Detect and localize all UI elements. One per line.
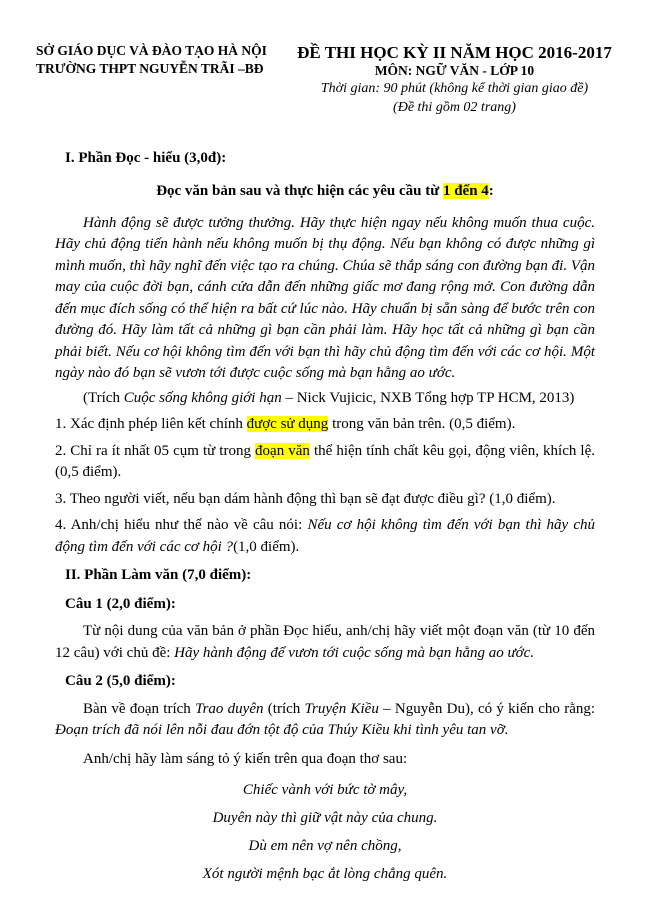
passage-citation [55,388,595,410]
exam-duration: Thời gian: 90 phút (không kể thời gian giao đề) [320,81,589,97]
poem-line: Chiếc vành với bức tờ mây, [242,782,408,799]
section2-heading: II. Phần Làm văn (7,0 điểm): [65,567,252,584]
cau2-task: Anh/chị hãy làm sáng tỏ ý kiến trên qua đoạn thơ sau: [83,750,408,767]
poem-line: Dù em nên vợ nên chồng, [248,838,402,855]
citation-book-title: Cuộc sống không giới hạn [123,389,282,406]
reading-passage: Hành động sẽ được tưởng thưởng. Hãy thực hiện ngay nếu không muốn thua cuộc. Hãy chủ động tiến hành nếu không muốn bị thụ động. Nếu bạn không có được những gì mình muốn, thì hãy nghĩ đến việc tạo ra chúng. Chúa sẽ thắp sáng con đường bạn đi. Vận may của cuộc đời bạn, cánh cửa dẫn đến những giấc mơ đang rộng mở. Con đường dẫn đến mục đích sống có thể hiện ra bất cứ lúc nào. Hãy chuẩn bị sẵn sàng để bước trên con đường đó. Hãy làm tất cả những gì bạn cần phải làm. Hãy học tất cả những gì bạn cần phải biết. Nếu cơ hội không tìm đến với bạn thì hãy chủ động tìm đến với các cơ hội. Một ngày nào đó bạn sẽ vươn tới được cuộc sống mà bạn hằng ao ước. [55,214,595,382]
section1-heading: I. Phần Đọc - hiểu (3,0đ): [65,149,227,166]
cau2-text-3: – Nguyễn Du), có ý kiến cho rằng: [378,700,596,717]
exam-header [284,42,625,118]
citation-suffix: – Nick Vujicic, NXB Tổng hợp TP HCM, 2013) [281,389,575,406]
question-4-quote: Nếu cơ hội không tìm đến với bạn thì hãy chủ động tìm đến với các cơ hội ? [55,517,595,555]
question-2-tail: thể hiện tính chất kêu gọi, động viên, khích lệ. (0,5 điểm). [55,442,595,481]
question-2 [55,441,595,484]
poem-line: Duyên này thì giữ vật này của chung. [212,810,438,827]
cau1-topic: Hãy hành động để vươn tới cuộc sống mà bạn hằng ao ước. [174,644,535,661]
exam-subject: MÔN: NGỮ VĂN - LỚP 10 [374,63,535,79]
reading-instruction [55,181,595,203]
poem-excerpt [55,776,595,888]
page-header [0,0,645,118]
instruction-text: Đọc văn bản sau và thực hiện các yêu cầu từ [156,183,443,200]
issuing-authority [36,42,284,118]
poem-line: Xót người mệnh bạc ắt lòng chẳng quên. [202,866,448,883]
cau2-text-1: Bàn về đoạn trích [83,700,196,717]
cau2-text-2: (trích [263,700,305,717]
instruction-colon: : [488,183,494,200]
cau2-statement [55,699,595,742]
question-1-text: 1. Xác định phép liên kết chính [55,416,247,433]
cau2-excerpt-title: Trao duyên [195,700,264,717]
question-4-text: 4. Anh/chị hiểu như thế nào về câu nói: [55,517,308,534]
exam-title: ĐỀ THI HỌC KỲ II NĂM HỌC 2016-2017 [297,43,612,62]
cau1-heading: Câu 1 (2,0 điểm): [65,595,176,612]
cau1-text: Từ nội dung của văn bản ở phần Đọc hiểu, anh/chị hãy viết một đoạn văn (từ 10 đến 12 câu) với chủ đề: [55,623,595,661]
exam-page-count: (Đề thi gồm 02 trang) [393,100,516,116]
question-1 [55,414,595,436]
cau1-body [55,621,595,664]
citation-prefix: (Trích [83,389,124,406]
question-3: 3. Theo người viết, nếu bạn dám hành động thì bạn sẽ đạt được điều gì? (1,0 điểm). [55,490,556,507]
school-name: TRƯỜNG THPT NGUYỄN TRÃI –BĐ [36,60,264,76]
exam-body [0,148,645,889]
department-name: SỞ GIÁO DỤC VÀ ĐÀO TẠO HÀ NỘI [36,43,267,58]
question-1-tail: trong văn bản trên. (0,5 điểm). [328,416,516,433]
instruction-highlight: 1 đến 4 [442,183,489,200]
cau2-work-title: Truyện Kiều [304,700,379,717]
question-4-tail: (1,0 điểm). [233,538,300,555]
question-2-highlight: đoạn văn [255,442,310,459]
question-2-text: 2. Chỉ ra ít nhất 05 cụm từ trong [55,442,256,459]
cau2-heading: Câu 2 (5,0 điểm): [65,673,176,690]
cau2-opinion: Đoạn trích đã nói lên nỗi đau đớn tột độ của Thúy Kiều khi tình yêu tan vỡ. [55,722,509,739]
question-1-highlight: được sử dụng [246,416,329,433]
question-4 [55,515,595,558]
